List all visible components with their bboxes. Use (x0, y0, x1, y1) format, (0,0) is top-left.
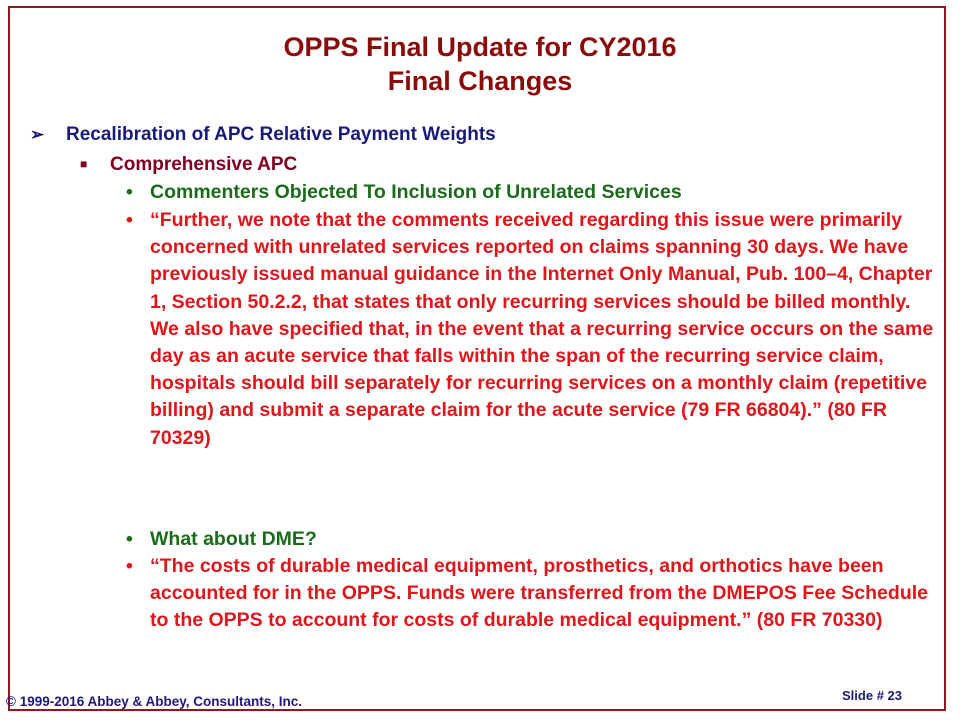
copyright-footer: © 1999-2016 Abbey & Abbey, Consultants, Inc. (6, 694, 303, 709)
slide-title: OPPS Final Update for CY2016 (283, 32, 677, 62)
outline-level1-item (30, 121, 496, 149)
square-bullet-icon: ■ (80, 157, 88, 171)
bullet-text: Commenters Objected To Inclusion of Unrelated Services (150, 181, 682, 203)
bullet-item-3 (126, 526, 936, 553)
bullet-text: “Further, we note that the comments received regarding this issue were primarily concerned with unrelated services reported on claims spanning 30 days. We have previously issued manual guidance in the Internet Only Manual, Pub. 100–4, Chapter 1, Section 50.2.2, that states that only recurring services should be billed monthly. We also have specified that, in the event that a recurring service occurs on the same day as an acute service that falls within the span of the recurring service claim, hospitals should bill separately for recurring services on a monthly claim (repetitive billing) and submit a separate claim for the acute service (79 FR 66804).” (80 FR 70329) (150, 209, 934, 449)
bullet-dot-icon: • (126, 181, 133, 203)
bullet-dot-icon: • (126, 209, 133, 231)
slide-subtitle: Final Changes (387, 66, 573, 96)
slide-number: Slide # 23 (842, 688, 902, 703)
arrow-bullet-icon: ➢ (30, 125, 45, 144)
bullet-item-4 (126, 553, 936, 635)
outline-level2-item (80, 150, 297, 179)
bullet-item-1 (126, 179, 936, 206)
outline-level2-text: Comprehensive APC (110, 154, 298, 175)
outline-level1-text: Recalibration of APC Relative Payment Weights (66, 124, 496, 145)
bullet-item-2 (126, 207, 936, 452)
bullet-dot-icon: • (126, 555, 133, 577)
bullet-dot-icon: • (126, 528, 133, 550)
bullet-text: What about DME? (150, 528, 317, 550)
bullet-text: “The costs of durable medical equipment, prosthetics, and orthotics have been accounted for in the OPPS. Funds were transferred from the DMEPOS Fee Schedule to the OPPS to account for costs of durable medical equipment.” (80 FR 70330) (150, 555, 928, 632)
